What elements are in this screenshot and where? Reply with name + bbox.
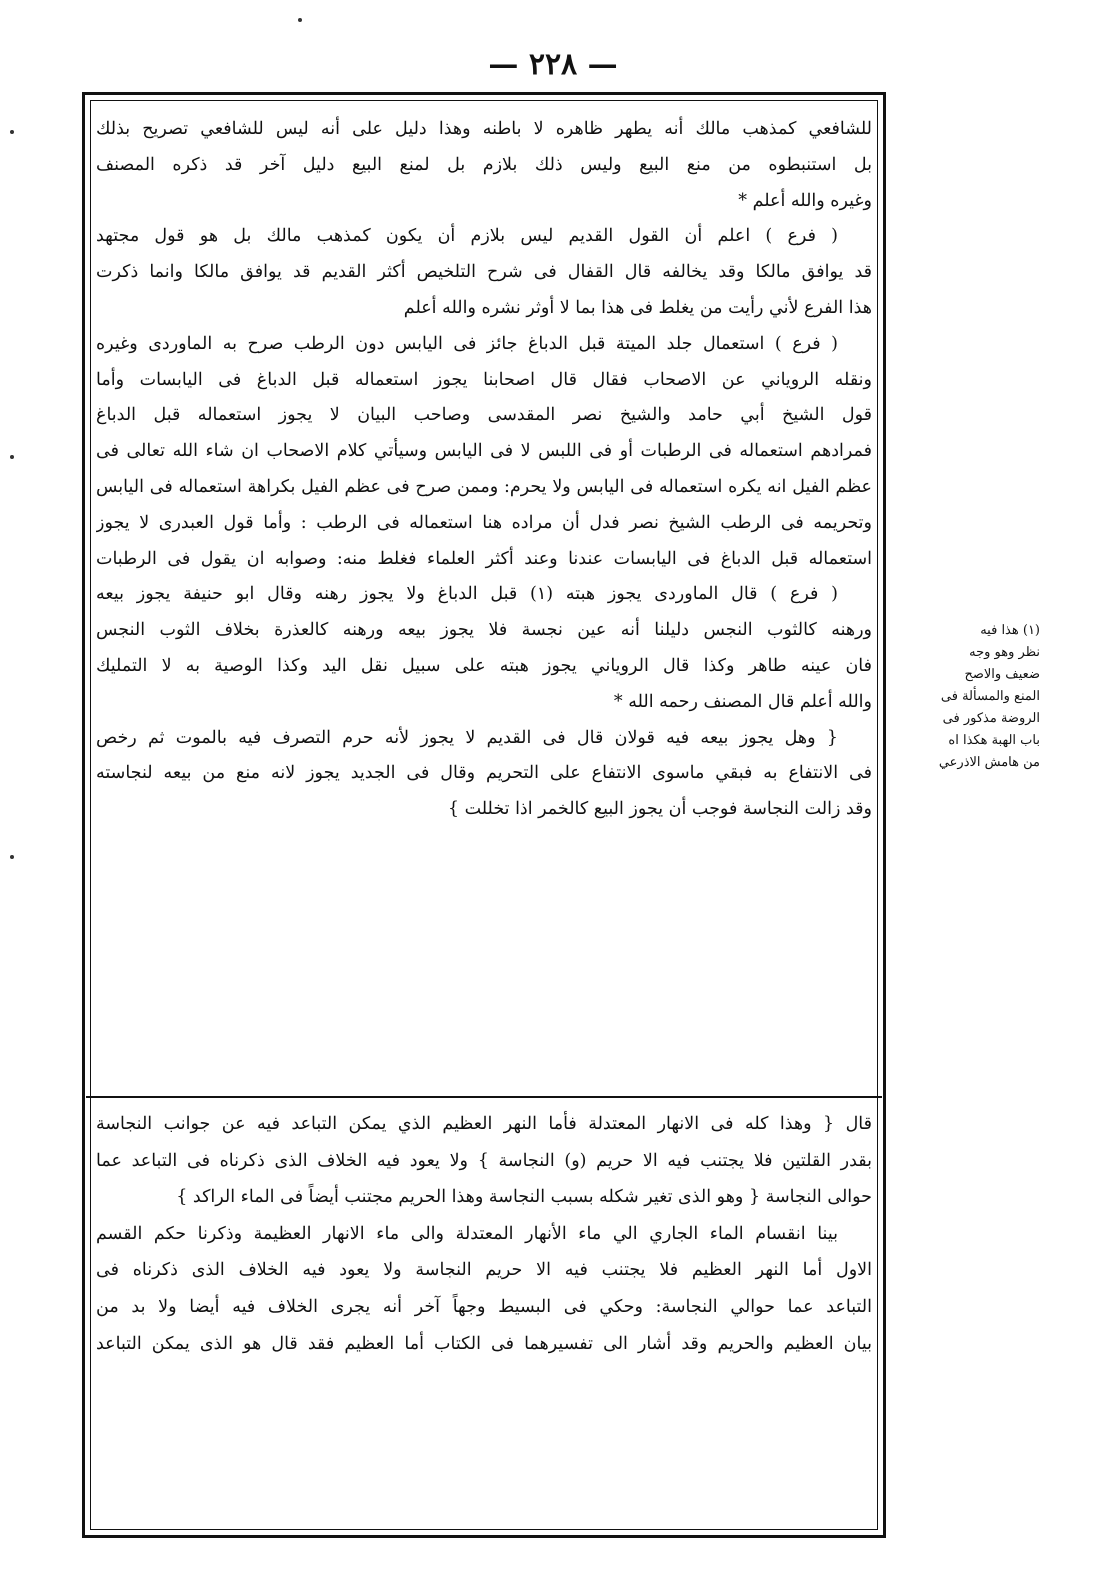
scan-speck <box>10 455 14 459</box>
scan-speck <box>298 18 302 22</box>
text-line: التباعد عما حوالي النجاسة: وحكي فى البسيط وجهاً آخر أنه يجرى الخلاف فيه أيضا ولا بد من <box>96 1296 872 1317</box>
margin-note-line: المنع والمسألة فى <box>940 689 1040 704</box>
text-line: والله أعلم قال المصنف رحمه الله * <box>613 691 872 712</box>
text-line: { وهل يجوز بيعه فيه قولان قال فى القديم لا يجوز لأنه حرم التصرف فيه بالموت ثم رخص <box>96 727 838 748</box>
text-line: ( فرع ) قال الماوردى يجوز هبته (١) قبل الدباغ ولا يجوز رهنه وقال ابو حنيفة يجوز بيعه <box>96 584 838 605</box>
text-line: استعماله قبل الدباغ فى اليابسات عندنا وعند أكثر العلماء فغلط منه: وصوابه ان يقول فى الرطبات <box>96 548 872 569</box>
text-line: هذا الفرع لأني رأيت من يغلط فى هذا بما لا أوثر نشره والله أعلم <box>403 297 872 318</box>
text-line: وتحريمه فى الرطب الشيخ نصر فدل أن مراده هنا استعماله فى الرطب : وأما قول العبدرى لا يجوز <box>96 512 872 533</box>
text-line: وقد زالت النجاسة فوجب أن يجوز البيع كالخمر اذا تخللت } <box>447 799 872 820</box>
text-line: ونقله الروياني عن الاصحاب فقال قال اصحابنا يجوز استعماله قبل الدباغ فى اليابسات وأما <box>96 369 872 390</box>
scan-speck <box>10 855 14 859</box>
main-text-block <box>96 112 872 1090</box>
margin-note-line: باب الهبة هكذا اه <box>948 733 1040 748</box>
text-line: بيان العظيم والحريم وقد أشار الى تفسيرهما فى الكتاب أما العظيم فقد قال هو الذى يمكن التباعد <box>96 1333 872 1354</box>
text-line: الاول أما النهر العظيم فلا يجتنب فيه الا حريم النجاسة ولا يعود فيه الخلاف الذى ذكرناه فى <box>96 1260 872 1281</box>
text-line: حوالى النجاسة { وهو الذى تغير شكله بسبب النجاسة وهذا الحريم مجتنب أيضاً فى الماء الراكد } <box>176 1187 872 1208</box>
text-line: للشافعي كمذهب مالك أنه يطهر ظاهره لا باطنه وهذا دليل على أنه ليس للشافعي تصريح بذلك <box>96 119 872 139</box>
text-line: فمرادهم استعماله فى الرطبات أو فى اللبس لا فى اليابس وسيأتي كلام الاصحاب ان شاء الله تعالى فى <box>96 441 872 462</box>
text-line: بينا انقسام الماء الجاري الي ماء الأنهار المعتدلة والى ماء الانهار العظيمة وذكرنا حكم القسم <box>96 1223 838 1244</box>
page-number: — ٢٢٨ — <box>488 47 618 82</box>
section-divider <box>86 1096 882 1098</box>
text-line: وغيره والله أعلم * <box>738 190 872 211</box>
commentary-text-block <box>96 1106 872 1526</box>
margin-note-line: نظر وهو وجه <box>969 645 1040 660</box>
text-line: فى الانتفاع به فبقي ماسوى الانتفاع على التحريم وقال فى الجديد يجوز لانه منع من بيعه لنجاسته <box>96 763 872 784</box>
text-line: ورهنه كالثوب النجس دليلنا أنه عين نجسة فلا يجوز بيعه ورهنه كالعذرة بخلاف الثوب النجس <box>96 620 872 641</box>
margin-note <box>900 620 1040 850</box>
text-line: فان عينه طاهر وكذا قال الروياني يجوز هبته على سبيل نقل اليد وكذا الوصية به لا التمليك <box>96 655 872 676</box>
margin-note-line: (١) هذا فيه <box>980 623 1040 638</box>
margin-note-line: ضعيف والاصح <box>964 667 1040 682</box>
scan-speck <box>10 130 14 134</box>
text-line: عظم الفيل انه يكره استعماله فى اليابس ولا يحرم: وممن صرح فى عظم الفيل بكراهة استعماله فى اليابس <box>96 476 872 497</box>
text-line: ( فرع ) استعمال جلد الميتة قبل الدباغ جائز فى اليابس دون الرطب صرح به الماوردى وغيره <box>96 333 838 354</box>
text-line: بل استنبطوه من منع البيع وليس ذلك بلازم بل لمنع البيع دليل آخر قد ذكره المصنف <box>96 154 872 175</box>
text-line: بقدر القلتين فلا يجتنب فيه الا حريم (و) النجاسة } ولا يعود فيه الخلاف الذى ذكرناه فى التباعد عما <box>96 1150 872 1171</box>
text-line: قال { وهذا كله فى الانهار المعتدلة فأما النهر العظيم الذي يمكن التباعد فيه عن جوانب النجاسة <box>96 1114 872 1134</box>
margin-note-line: من هامش الاذرعي <box>938 755 1040 770</box>
text-line: ( فرع ) اعلم أن القول القديم ليس بلازم أن يكون كمذهب مالك بل هو قول مجتهد <box>96 226 838 247</box>
text-line: قد يوافق مالكا وقد يخالفه قال القفال فى شرح التلخيص أكثر القديم قد يوافق مالكا وانما ذكرت <box>96 262 872 283</box>
margin-note-line: الروضة مذكور فى <box>942 711 1040 726</box>
text-line: قول الشيخ أبي حامد والشيخ نصر المقدسى وصاحب البيان لا يجوز استعماله قبل الدباغ <box>96 405 872 426</box>
